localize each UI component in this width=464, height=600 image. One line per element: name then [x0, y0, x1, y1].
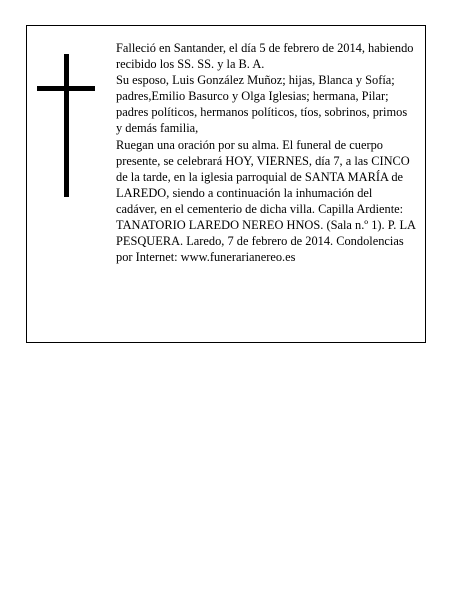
cross-vertical-bar [64, 54, 69, 197]
notice-text [116, 40, 416, 265]
latin-cross-icon [37, 54, 97, 197]
notice-paragraph-funeral: Ruegan una oración por su alma. El funeral de cuerpo presente, se celebrará HOY, VIERNES, día 7, a las CINCO de la tarde, en la iglesia parroquial de SANTA MARÍA de LAREDO, siendo a continuación la inhumación del cadáver, en el cementerio de dicha villa. Capilla Ardiente: TANATORIO LAREDO NEREO HNOS. (Sala n.º 1). P. LA PESQUERA. Laredo, 7 de febrero de 2014. Condolencias por Internet: www.funerarianereo.es [116, 137, 416, 265]
notice-paragraph-death: Falleció en Santander, el día 5 de febrero de 2014, habiendo recibido los SS. SS. y la B. A. [116, 41, 414, 72]
obituary-notice [26, 25, 426, 343]
cross-horizontal-bar [37, 86, 95, 91]
notice-paragraph-family: Su esposo, Luis González Muñoz; hijas, Blanca y Sofía; padres,Emilio Basurco y Olga Iglesias; hermana, Pilar; padres políticos, hermanos políticos, tíos, sobrinos, primos y demás familia, [116, 73, 408, 136]
